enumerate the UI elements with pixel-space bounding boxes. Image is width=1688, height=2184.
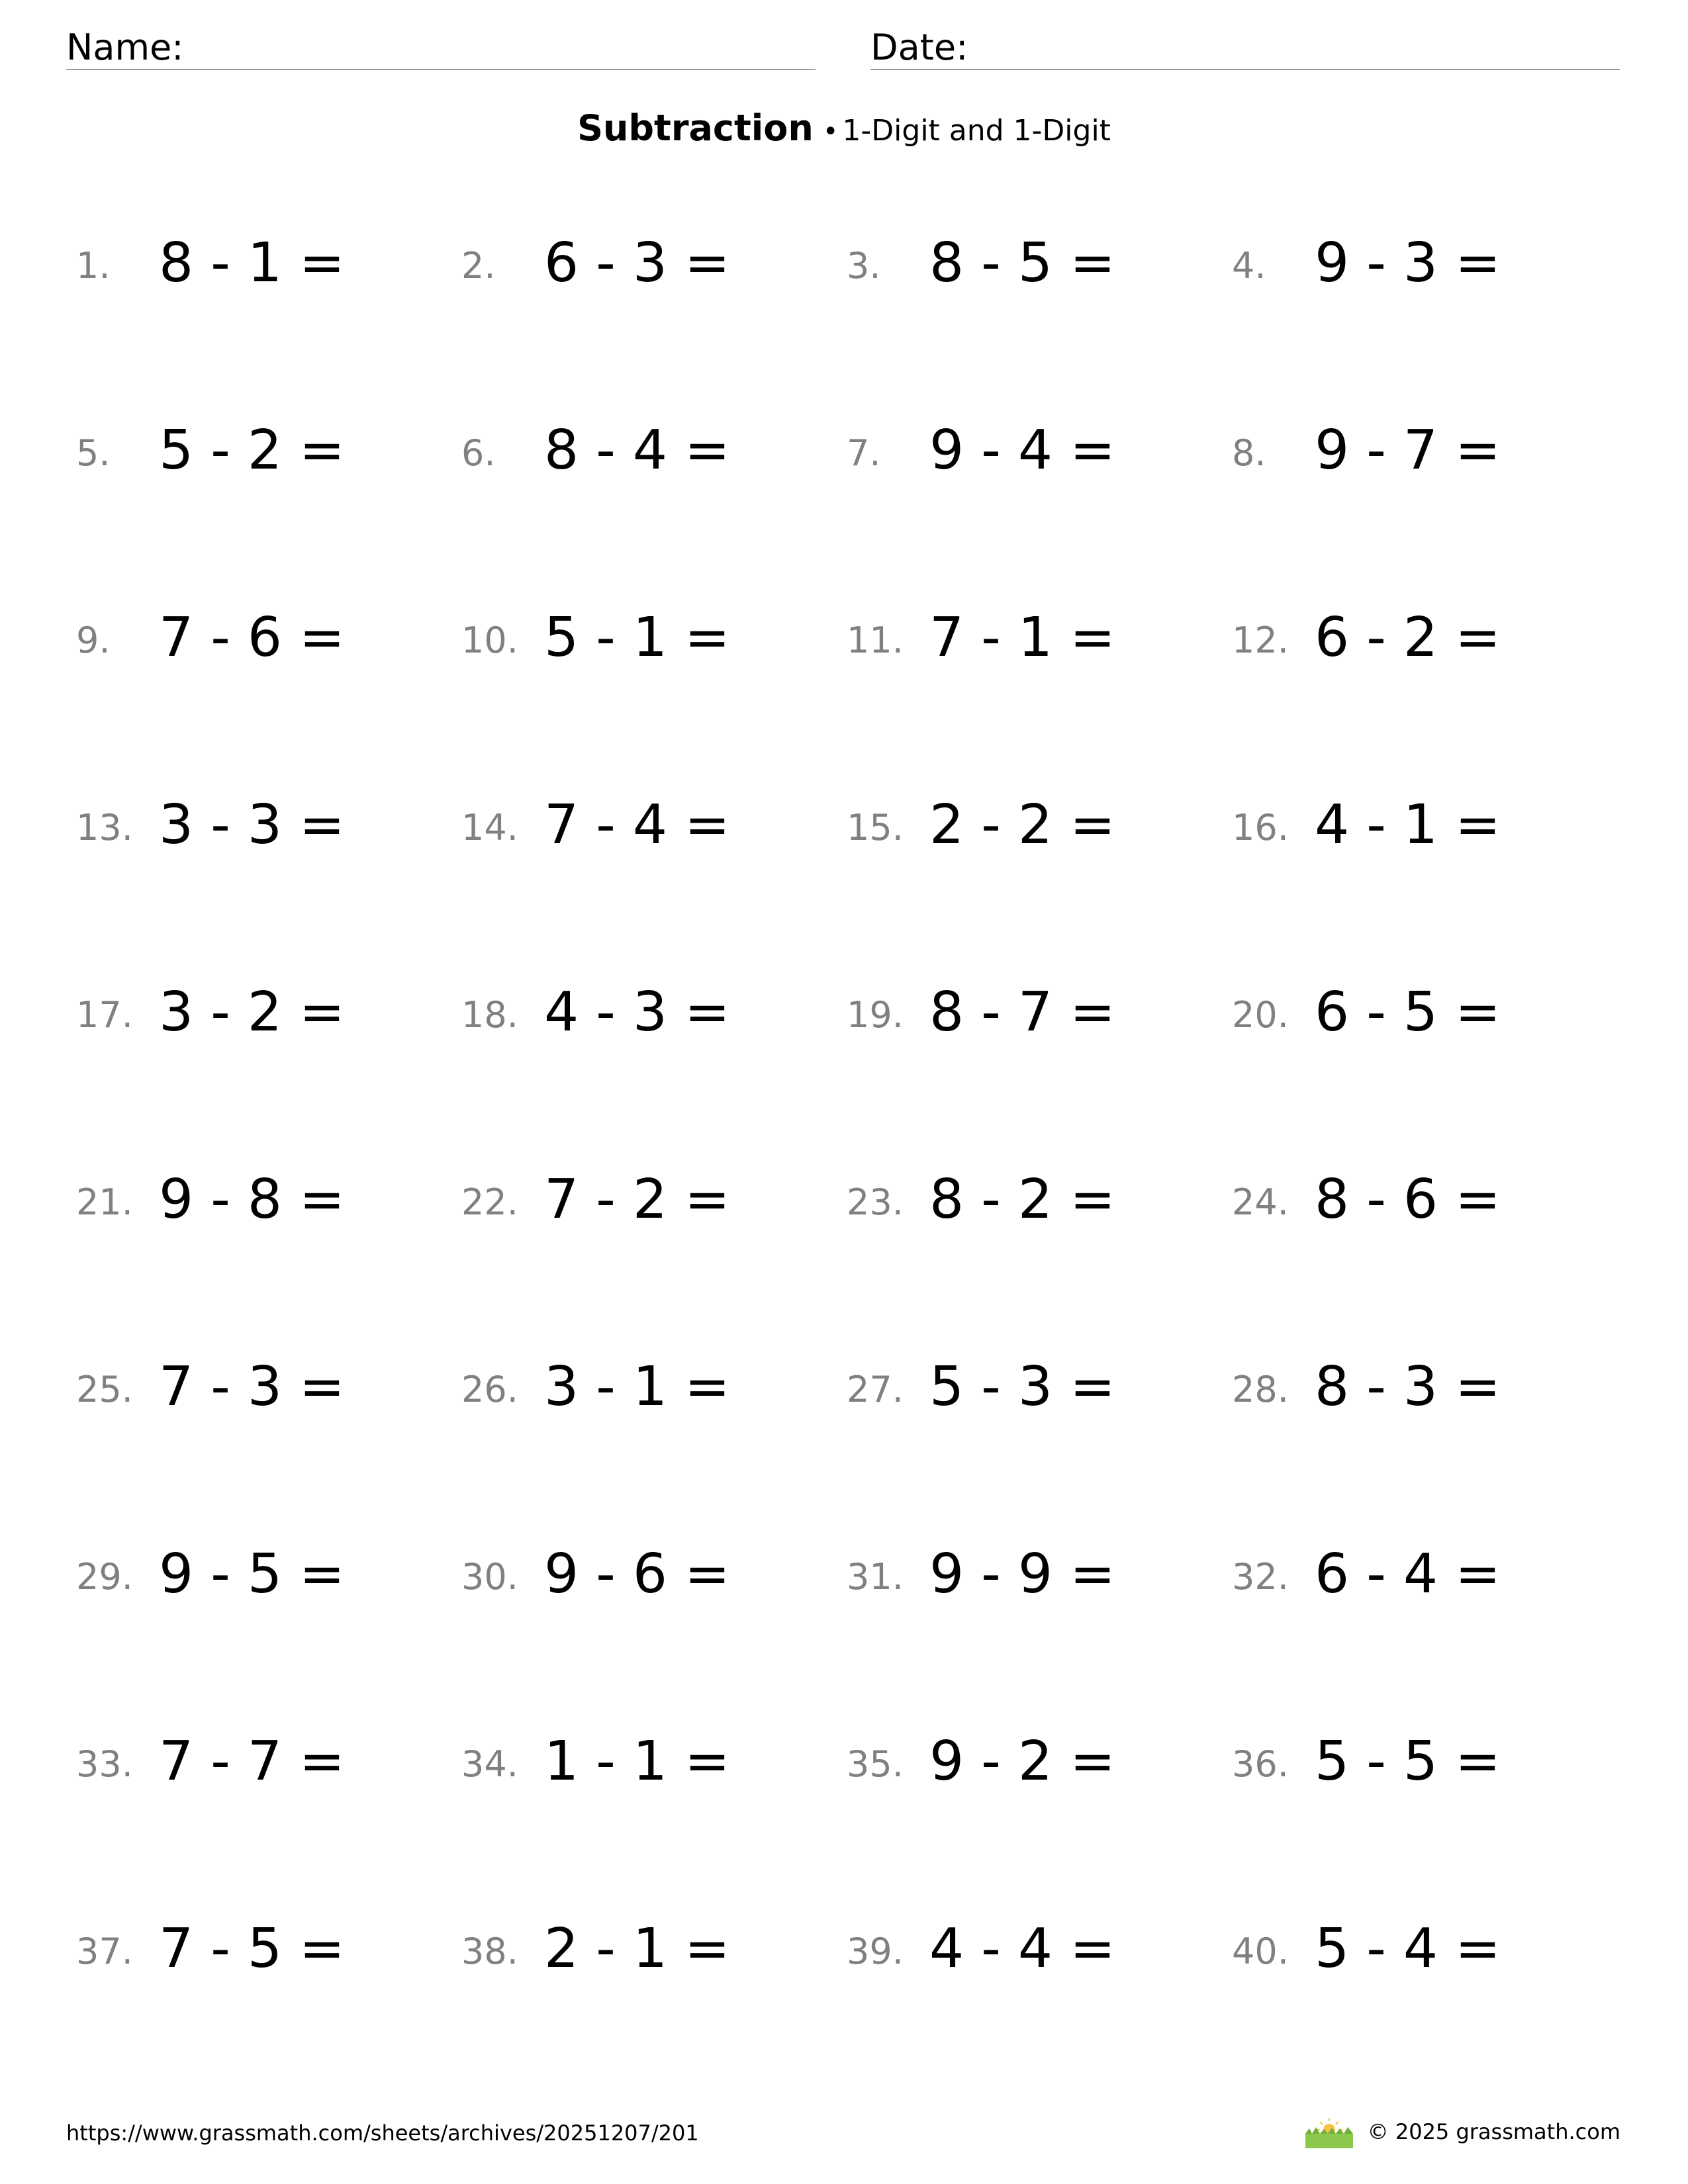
problem-equation: 8 - 7 = <box>929 981 1115 1044</box>
problem-equation: 5 - 4 = <box>1315 1917 1501 1980</box>
problem-number: 18. <box>461 994 518 1036</box>
problem-number: 15. <box>847 807 904 848</box>
problem-number: 33. <box>76 1743 133 1785</box>
copyright-text: © 2025 grassmath.com <box>1367 2119 1620 2144</box>
problem-equation: 6 - 4 = <box>1315 1543 1501 1606</box>
problem-equation: 3 - 1 = <box>544 1355 730 1418</box>
problem-number: 8. <box>1232 432 1266 474</box>
problem-number: 40. <box>1232 1931 1289 1972</box>
problem-number: 7. <box>847 432 881 474</box>
title-subtitle: 1-Digit and 1-Digit <box>842 114 1111 148</box>
problem-number: 20. <box>1232 994 1289 1036</box>
problem-equation: 5 - 2 = <box>159 419 345 482</box>
worksheet-title <box>0 107 1688 149</box>
problem-number: 39. <box>847 1931 904 1972</box>
problem-equation: 6 - 2 = <box>1315 606 1501 669</box>
problem-equation: 9 - 5 = <box>159 1543 345 1606</box>
problem-equation: 5 - 1 = <box>544 606 730 669</box>
problem-equation: 7 - 5 = <box>159 1917 345 1980</box>
problem-number: 3. <box>847 245 881 287</box>
problem-equation: 3 - 3 = <box>159 794 345 856</box>
problem-equation: 9 - 2 = <box>929 1730 1115 1793</box>
problem-equation: 7 - 4 = <box>544 794 730 856</box>
problem-equation: 5 - 5 = <box>1315 1730 1501 1793</box>
problem-row <box>76 1336 1638 1428</box>
footer-brand <box>1305 2115 1620 2148</box>
name-label: Name: <box>66 26 184 68</box>
problem-equation: 6 - 5 = <box>1315 981 1501 1044</box>
problem-equation: 9 - 4 = <box>929 419 1115 482</box>
problem-number: 12. <box>1232 619 1289 661</box>
problem-row <box>76 961 1638 1054</box>
problem-equation: 7 - 6 = <box>159 606 345 669</box>
problem-equation: 3 - 2 = <box>159 981 345 1044</box>
problem-equation: 8 - 4 = <box>544 419 730 482</box>
problem-number: 29. <box>76 1556 133 1598</box>
problem-number: 27. <box>847 1369 904 1410</box>
problem-number: 30. <box>461 1556 518 1598</box>
problem-equation: 8 - 6 = <box>1315 1168 1501 1231</box>
problem-equation: 7 - 2 = <box>544 1168 730 1231</box>
problem-number: 25. <box>76 1369 133 1410</box>
problem-number: 14. <box>461 807 518 848</box>
problem-row <box>76 399 1638 492</box>
problem-number: 23. <box>847 1181 904 1223</box>
problem-number: 13. <box>76 807 133 848</box>
problem-row <box>76 774 1638 866</box>
problem-row <box>76 212 1638 304</box>
problem-equation: 4 - 1 = <box>1315 794 1501 856</box>
problem-number: 34. <box>461 1743 518 1785</box>
problem-number: 9. <box>76 619 111 661</box>
problem-number: 21. <box>76 1181 133 1223</box>
problem-equation: 9 - 7 = <box>1315 419 1501 482</box>
problem-equation: 5 - 3 = <box>929 1355 1115 1418</box>
problem-equation: 7 - 1 = <box>929 606 1115 669</box>
problem-equation: 2 - 2 = <box>929 794 1115 856</box>
problem-number: 36. <box>1232 1743 1289 1785</box>
problem-row <box>76 1523 1638 1615</box>
problem-number: 22. <box>461 1181 518 1223</box>
problem-number: 5. <box>76 432 111 474</box>
problem-equation: 8 - 5 = <box>929 232 1115 295</box>
problem-equation: 9 - 8 = <box>159 1168 345 1231</box>
problem-number: 28. <box>1232 1369 1289 1410</box>
problem-equation: 7 - 3 = <box>159 1355 345 1418</box>
grass-sun-logo-icon <box>1305 2115 1353 2148</box>
problem-equation: 7 - 7 = <box>159 1730 345 1793</box>
problem-equation: 4 - 4 = <box>929 1917 1115 1980</box>
date-label: Date: <box>870 26 968 68</box>
problem-number: 17. <box>76 994 133 1036</box>
problem-equation: 2 - 1 = <box>544 1917 730 1980</box>
problem-row <box>76 1710 1638 1803</box>
title-bullet: • <box>822 116 839 147</box>
date-field[interactable] <box>870 26 1620 70</box>
problem-number: 10. <box>461 619 518 661</box>
name-field[interactable] <box>66 26 816 70</box>
problem-equation: 9 - 3 = <box>1315 232 1501 295</box>
footer-url: https://www.grassmath.com/sheets/archives/20251207/201 <box>66 2120 699 2146</box>
problem-equation: 4 - 3 = <box>544 981 730 1044</box>
title-main: Subtraction <box>577 107 814 149</box>
problem-number: 4. <box>1232 245 1266 287</box>
problem-number: 11. <box>847 619 904 661</box>
problem-number: 16. <box>1232 807 1289 848</box>
problem-number: 19. <box>847 994 904 1036</box>
problem-number: 6. <box>461 432 496 474</box>
problem-number: 26. <box>461 1369 518 1410</box>
problem-number: 24. <box>1232 1181 1289 1223</box>
problem-number: 37. <box>76 1931 133 1972</box>
problem-number: 35. <box>847 1743 904 1785</box>
problem-row <box>76 1148 1638 1241</box>
problem-equation: 1 - 1 = <box>544 1730 730 1793</box>
problem-number: 2. <box>461 245 496 287</box>
problem-number: 31. <box>847 1556 904 1598</box>
problem-row <box>76 1897 1638 1990</box>
problem-row <box>76 586 1638 679</box>
problem-number: 32. <box>1232 1556 1289 1598</box>
problem-equation: 8 - 2 = <box>929 1168 1115 1231</box>
problem-equation: 9 - 6 = <box>544 1543 730 1606</box>
problem-number: 1. <box>76 245 111 287</box>
problem-equation: 9 - 9 = <box>929 1543 1115 1606</box>
problem-equation: 8 - 3 = <box>1315 1355 1501 1418</box>
problem-equation: 6 - 3 = <box>544 232 730 295</box>
problem-equation: 8 - 1 = <box>159 232 345 295</box>
problem-number: 38. <box>461 1931 518 1972</box>
